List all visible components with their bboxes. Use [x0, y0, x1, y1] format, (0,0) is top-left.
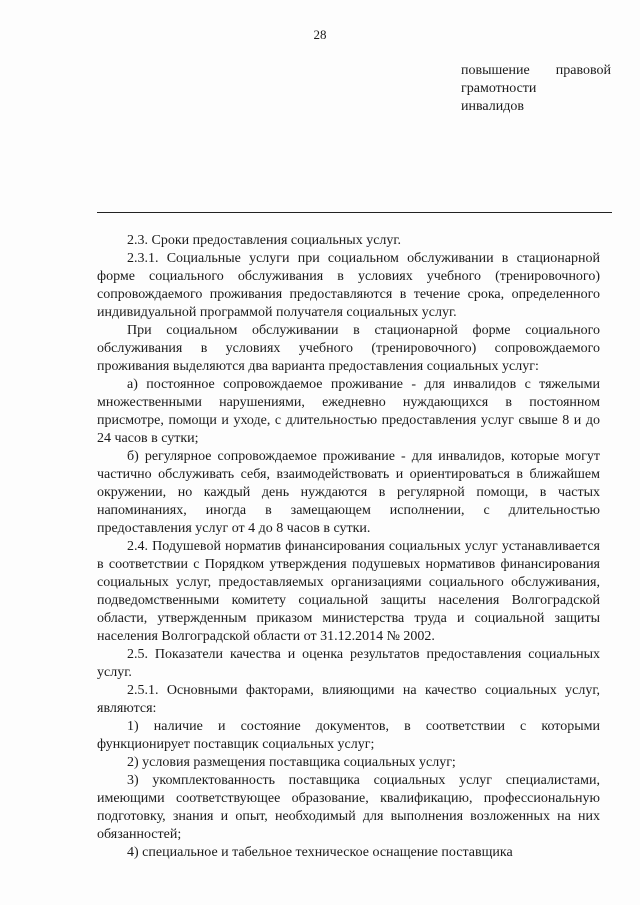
fragment-line: инвалидов: [461, 99, 524, 114]
page-number: 28: [313, 27, 327, 42]
fragment-line: повышение правовой: [461, 63, 611, 78]
fragment-line: грамотности: [461, 81, 537, 96]
list-item: 3) укомплектованность поставщика социальных услуг специалистами, имеющими соответствующее образование, квалификацию, профессиональную подготовку, знания и опыт, необходимый для выполнения возложенных на них обязанностей;: [97, 773, 600, 842]
list-item: 1) наличие и состояние документов, в соответствии с которыми функционирует поставщик социальных услуг;: [97, 719, 600, 752]
table-bottom-rule: [97, 212, 612, 213]
section-heading: 2.3. Сроки предоставления социальных услуг.: [127, 233, 402, 248]
table-cell-fragment: [461, 62, 611, 116]
body-text: [97, 232, 600, 862]
section-heading: 2.5. Показатели качества и оценка результатов предоставления социальных услуг.: [97, 647, 600, 680]
list-item: а) постоянное сопровождаемое проживание - для инвалидов с тяжелыми множественными нарушениями, ежедневно нуждающихся в постоянном присмотре, помощи и уходе, с длительностью предоставления услуг свыше 8 и до 24 часов в сутки;: [97, 377, 600, 446]
paragraph: 2.5.1. Основными факторами, влияющими на качество социальных услуг, являются:: [97, 683, 600, 716]
paragraph: 2.3.1. Социальные услуги при социальном обслуживании в стационарной форме социального обслуживания в условиях учебного (тренировочного) сопровождаемого проживания предоставляются в течение срока, определенного индивидуальной программой получателя социальных услуг.: [97, 251, 600, 320]
list-item: 4) специальное и табельное техническое оснащение поставщика: [127, 845, 513, 860]
list-item: 2) условия размещения поставщика социальных услуг;: [127, 755, 456, 770]
paragraph: 2.4. Подушевой норматив финансирования социальных услуг устанавливается в соответствии с Порядком утверждения подушевых нормативов финансирования социальных услуг, предоставляемых организациями социального обслуживания, подведомственными комитету социальной защиты населения Волгоградской области, утвержденным приказом министерства труда и социальной защиты населения Волгоградской области от 31.12.2014 № 2002.: [97, 539, 600, 644]
paragraph: При социальном обслуживании в стационарной форме социального обслуживания в условиях учебного (тренировочного) сопровождаемого проживания выделяются два варианта предоставления социальных услуг:: [97, 323, 600, 374]
list-item: б) регулярное сопровождаемое проживание - для инвалидов, которые могут частично обслуживать себя, взаимодействовать и ориентироваться в ближайшем окружении, но каждый день нуждаются в регулярной помощи, в частых напоминаниях, иногда в замещающем исполнении, с длительностью предоставления услуг от 4 до 8 часов в сутки.: [97, 449, 600, 536]
